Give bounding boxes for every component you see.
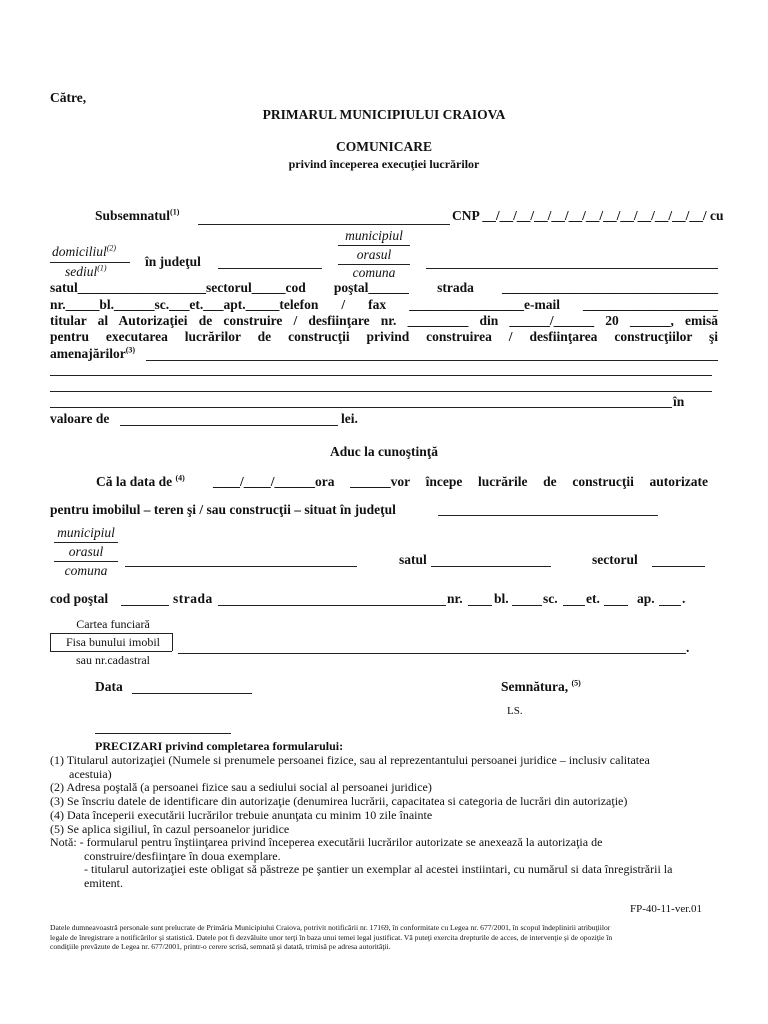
strada-field-line[interactable] xyxy=(218,605,446,606)
sectorul-label-2: sectorul xyxy=(592,552,638,567)
works-line: pentru executarea lucrărilor de construcţii privind construirea / desfiinţarea construcţiilor şi xyxy=(50,329,718,344)
strada-label-2: strada xyxy=(173,591,213,606)
in-label: în xyxy=(673,394,685,409)
notes-heading: PRECIZARI privind completarea formularului: xyxy=(95,739,344,753)
privacy-line-1: Datele dumneavoastră personale sunt prelucrate de Primăria Municipiului Craiova, potrivit notificării nr. 17169, în conformitate cu Legea nr. 677/2001, în scopul îndeplinirii atribuţiilor xyxy=(50,923,611,932)
sediul-label: sediul$^{(1)}$ xyxy=(65,263,107,279)
bl-label-2: bl. xyxy=(494,591,509,606)
cartea-funciara-label: Cartea funciară xyxy=(76,617,150,631)
privacy-notice xyxy=(50,923,718,952)
address-line-nr[interactable]: nr._____bl.______sc.___et.___apt._____telefon / fax _________________e-mail ____________________ xyxy=(50,297,718,312)
works-field-line[interactable] xyxy=(146,360,718,361)
notice-heading: Aduc la cunoştinţă xyxy=(329,444,439,459)
fraction-line xyxy=(54,561,118,562)
nr-cadastral-label: sau nr.cadastral xyxy=(76,653,150,667)
et-label-2: et. xyxy=(586,591,600,606)
fraction-line xyxy=(338,245,410,246)
comuna-label: comuna xyxy=(352,265,396,280)
fisa-bunului-label: Fisa bunului imobil xyxy=(65,635,160,649)
nota-2: - titularul autorizaţiei este obligat să păstreze pe şantier un exemplar al acestei instiintari, cu numărul si data înregistrării la xyxy=(84,862,673,876)
satul-field-line-2[interactable] xyxy=(431,566,551,567)
orasul-label: orasul xyxy=(356,247,392,262)
imobil-label: pentru imobilul – teren şi / sau construcţii – situat în judeţul xyxy=(50,502,396,517)
ap-label-2: ap. xyxy=(637,591,655,606)
value-field-line[interactable] xyxy=(120,425,338,426)
bl-field-line[interactable] xyxy=(512,605,542,606)
fraction-line xyxy=(50,651,172,652)
lei-label: lei. xyxy=(341,411,358,426)
ap-period: . xyxy=(682,591,686,606)
domiciliul-label: domiciliul$^{(2)}$ xyxy=(52,243,117,259)
note-2: (2) Adresa poştală (a persoanei fizice sau a sediului social al persoanei juridice) xyxy=(50,780,432,794)
semnatura-label: Semnătura, $^{(5)}$ xyxy=(501,678,581,694)
nr-field-line[interactable] xyxy=(468,605,492,606)
privacy-line-3: condiţiile prevăzute de Legea nr. 677/2001, printr-o cerere scrisă, semnată şi datată, trimisă pe adresa autorităţii. xyxy=(50,942,391,952)
data-field-line[interactable] xyxy=(132,693,252,694)
nr-label-2: nr. xyxy=(447,591,463,606)
works-field-line[interactable] xyxy=(50,375,712,376)
authorization-line[interactable]: titular al Autorizaţiei de construire / desfiinţare nr. _________ din ______/______ 20 ______, emisă xyxy=(50,313,718,328)
ca-la-data-label: Că la data de $^{(4)}$ xyxy=(96,473,185,489)
privacy-line-2: legale de înregistrare a notificărilor şi statistică. Datele pot fi dezvăluite unor terţi în baza unui temei legal justificat. Vă puteţi exercita drepturile de acces, de intervenţie şi de opoziţie în xyxy=(50,932,613,942)
note-3: (3) Se înscriu datele de identificare din autorizaţie (denumirea lucrării, capacitatea si categoria de lucrări din autorizaţie) xyxy=(50,794,628,808)
authority-name: PRIMARUL MUNICIPIULUI CRAIOVA xyxy=(262,107,506,122)
nota-1-cont: construire/desfiinţare în doua exemplare. xyxy=(84,849,281,863)
ls-label: LS. xyxy=(507,705,523,717)
fraction-line xyxy=(50,262,130,263)
judet-field-line[interactable] xyxy=(218,268,322,269)
signature-separator xyxy=(95,733,231,734)
municipiul-label-2: municipiul xyxy=(57,525,115,540)
ap-field-line[interactable] xyxy=(659,605,681,606)
works-field-line[interactable] xyxy=(50,391,712,392)
start-date-field[interactable]: ____/____/______ora ______vor începe lucrările de construcţii autorizate xyxy=(213,474,708,489)
name-field-line[interactable] xyxy=(198,224,450,225)
imobil-judet-field-line[interactable] xyxy=(438,515,658,516)
fraction-line xyxy=(50,633,172,634)
note-1: (1) Titularul autorizaţiei (Numele si prenumele persoanei fizice, sau al reprezentantului persoanei juridice – inclusiv calitatea xyxy=(50,753,650,767)
note-4: (4) Data începerii executării lucrărilor trebuie anunţata cu minim 10 zile înainte xyxy=(50,808,433,822)
amenajarilor-label: amenajărilor$^{(3)}$ xyxy=(50,345,136,361)
data-label: Data xyxy=(95,679,123,694)
address-line-satul[interactable]: satul___________________sectorul_____cod poştal______ strada ________________________________ xyxy=(50,280,718,295)
comuna-label-2: comuna xyxy=(64,563,108,578)
document-title: COMUNICARE xyxy=(336,139,432,154)
note-5: (5) Se aplica sigiliul, în cazul persoanelor juridice xyxy=(50,822,290,836)
recipient-label: Către, xyxy=(50,90,87,105)
sc-label-2: sc. xyxy=(543,591,558,606)
municipiul-label: municipiul xyxy=(345,228,403,243)
satul-label-2: satul xyxy=(399,552,427,567)
cod-postal-label-2: cod poştal xyxy=(50,591,109,606)
locality-field-line-2[interactable] xyxy=(125,566,357,567)
sectorul-field-line-2[interactable] xyxy=(652,566,705,567)
cnp-field[interactable]: CNP __/__/__/__/__/__/__/__/__/__/__/__/__/ cu xyxy=(452,208,724,223)
sc-field-line[interactable] xyxy=(563,605,585,606)
subsemnatul-label: Subsemnatul$^{(1)}$ xyxy=(95,207,180,223)
orasul-label-2: orasul xyxy=(68,544,104,559)
form-code: FP-40-11-ver.01 xyxy=(630,903,703,915)
cadastral-period: . xyxy=(686,640,690,655)
cadastral-field-line[interactable] xyxy=(178,653,686,654)
document-subtitle: privind începerea execuţiei lucrărilor xyxy=(288,157,480,171)
nota-2-cont: emitent. xyxy=(84,876,123,890)
works-field-line[interactable] xyxy=(50,407,672,408)
note-1-cont: acestuia) xyxy=(69,767,112,781)
et-field-line[interactable] xyxy=(604,605,628,606)
cod-postal-field-line[interactable] xyxy=(121,605,169,606)
in-judetul-label: în judeţul xyxy=(145,254,201,269)
locality-field-line[interactable] xyxy=(426,268,718,269)
nota-1: Notă: - formularul pentru înştiinţarea privind începerea executării lucrărilor autorizate se anexează la autorizaţia de xyxy=(50,835,603,849)
valoare-label: valoare de xyxy=(50,411,110,426)
fraction-line xyxy=(54,542,118,543)
